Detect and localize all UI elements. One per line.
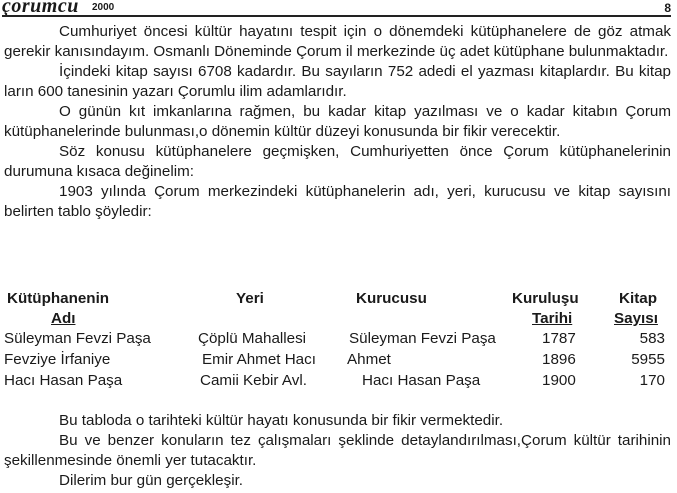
- page-header: [0, 0, 677, 17]
- cell-year: 1900: [542, 372, 576, 389]
- header-founder: Kurucusu: [356, 290, 427, 307]
- closing-body: [4, 411, 671, 491]
- cell-name: Süleyman Fevzi Paşa: [4, 330, 151, 347]
- paragraph: O günün kıt imkanlarına rağmen, bu kadar kitap yazılması ve o kadar kitabın Çorum kütüphanelerinde bulunması,o dönemin kültür düzeyi konusunda bir fikir verecektir.: [4, 103, 671, 140]
- header-rule: [2, 15, 671, 17]
- table-row: [4, 371, 669, 392]
- table-header: [4, 289, 669, 329]
- header-founded-2: Tarihi: [532, 310, 573, 327]
- cell-name: Fevziye İrfaniye: [4, 351, 111, 368]
- cell-year: 1896: [542, 351, 576, 368]
- cell-founder: Süleyman Fevzi Paşa: [349, 330, 496, 347]
- page-number: 8: [664, 1, 671, 15]
- cell-year: 1787: [542, 330, 576, 347]
- cell-name: Hacı Hasan Paşa: [4, 372, 123, 389]
- header-location: Yeri: [236, 290, 264, 307]
- paragraph: Dilerim bur gün gerçekleşir.: [59, 472, 244, 489]
- cell-location: Emir Ahmet Hacı: [202, 351, 316, 368]
- header-books: Kitap: [619, 290, 657, 307]
- article-body: [4, 22, 671, 222]
- library-table: [4, 289, 669, 392]
- cell-founder: Hacı Hasan Paşa: [362, 372, 481, 389]
- cell-books: 5955: [631, 351, 665, 368]
- paragraph: Bu tabloda o tarihteki kültür hayatı konusunda bir fikir vermektedir.: [59, 412, 504, 429]
- cell-location: Çöplü Mahallesi: [198, 330, 307, 347]
- paragraph: Bu ve benzer konuların tez çalışmaları şeklinde detaylandırılması,Çorum kültür tarihinin şekillenmesinde önemli yer tutacaktır.: [4, 432, 671, 469]
- paragraph: 1903 yılında Çorum merkezindeki kütüphanelerin adı, yeri, kurucusu ve kitap sayısını belirten tablo şöyledir:: [4, 183, 671, 220]
- cell-books: 170: [639, 372, 665, 389]
- header-name: Kütüphanenin: [7, 290, 110, 307]
- cell-location: Camii Kebir Avl.: [200, 372, 307, 389]
- publication-title: çorumcu: [2, 0, 79, 17]
- header-name-2: Adı: [51, 310, 76, 327]
- header-books-2: Sayısı: [614, 310, 658, 327]
- cell-founder: Ahmet: [347, 351, 391, 368]
- cell-books: 583: [639, 330, 665, 347]
- header-founded: Kuruluşu: [512, 290, 579, 307]
- publication-year: 2000: [92, 2, 115, 13]
- table-row: [4, 350, 669, 371]
- paragraph: Cumhuriyet öncesi kültür hayatını tespit için o dönemdeki kütüphanelere de göz atmak gerekir kanısındayım. Osmanlı Döneminde Çorum il merkezinde üç adet kütüphane bulunmaktadır.: [4, 23, 671, 60]
- paragraph: Söz konusu kütüphanelere geçmişken, Cumhuriyetten önce Çorum kütüphanelerinin durumuna kısaca değinelim:: [4, 143, 671, 180]
- paragraph: İçindeki kitap sayısı 6708 kadardır. Bu sayıların 752 adedi el yazması kitaplardır. Bu kitap ların 600 tanesinin yazarı Çorumlu ilim adamlarıdır.: [4, 63, 671, 100]
- table-row: [4, 329, 669, 350]
